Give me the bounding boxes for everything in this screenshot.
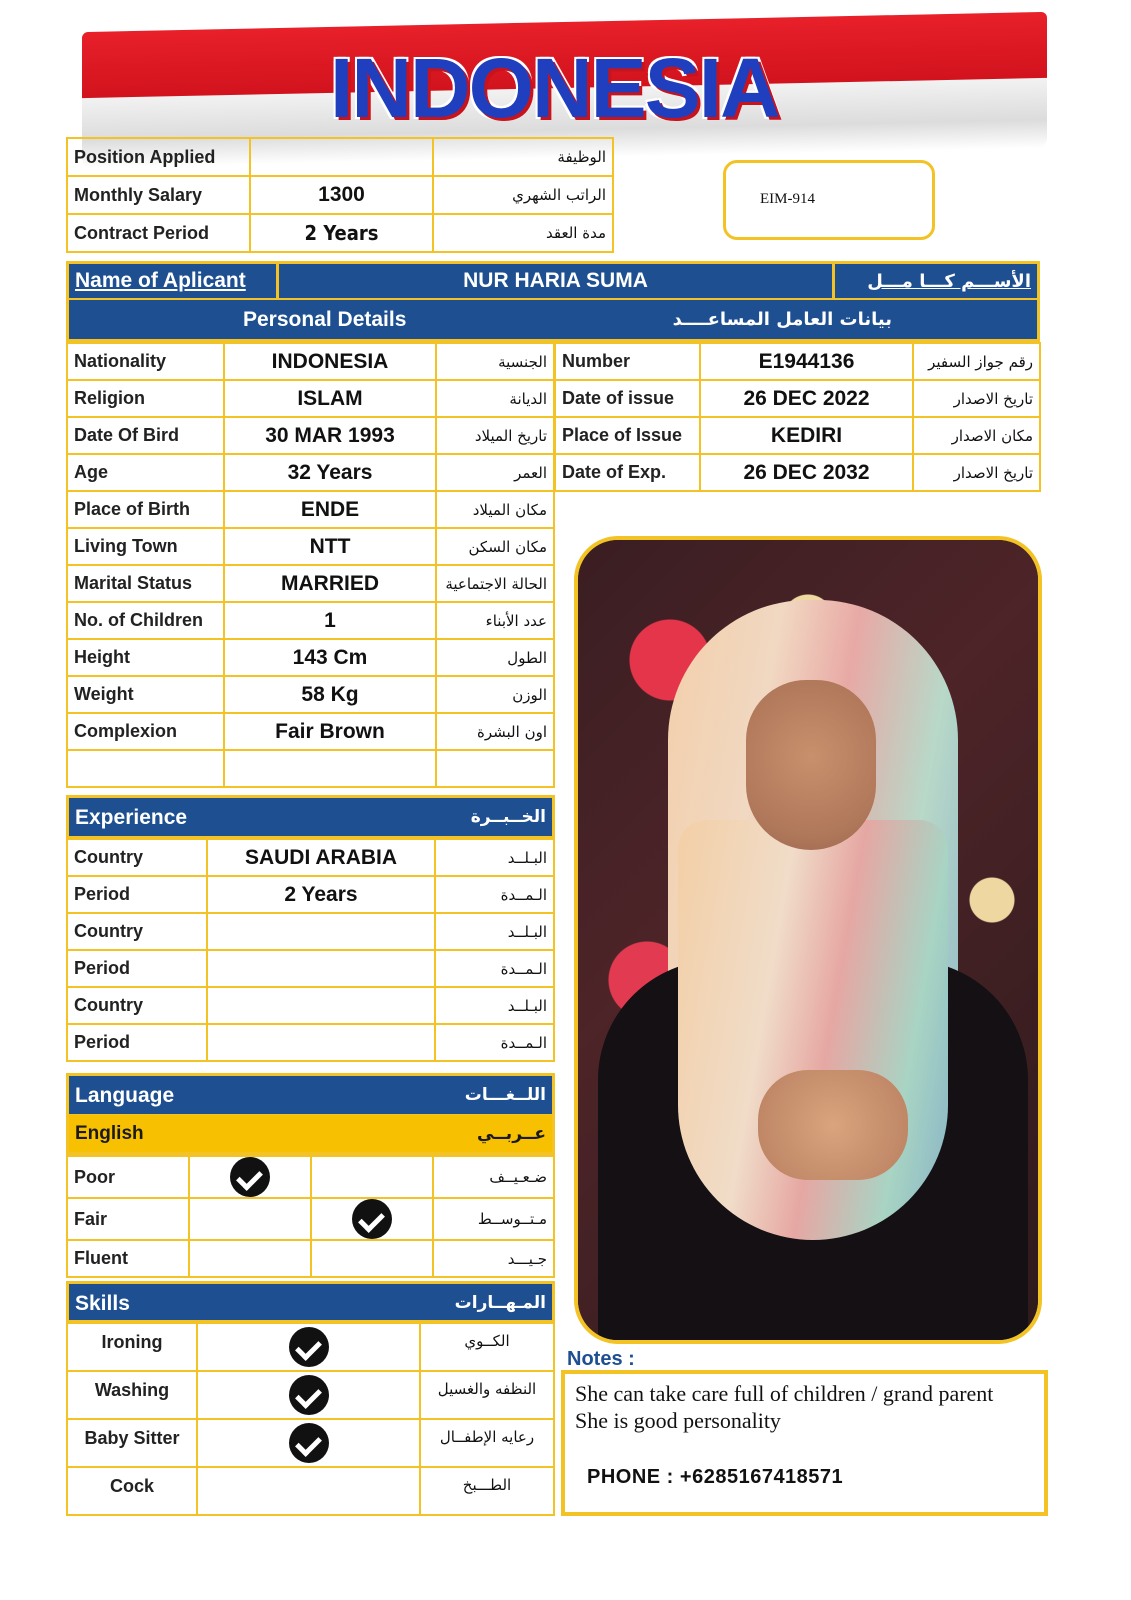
notes-line: She can take care full of children / grand parent — [575, 1381, 994, 1406]
passport-label-ar: تاريخ الاصدار — [913, 380, 1040, 417]
table-row — [67, 876, 554, 913]
language-title: Language — [75, 1084, 175, 1107]
table-row — [67, 565, 554, 602]
position-label-ar: الوظيفة — [433, 138, 613, 176]
experience-value — [207, 987, 435, 1024]
skills-table — [66, 1322, 555, 1516]
salary-value: 1300 — [250, 176, 433, 214]
table-row — [67, 750, 554, 787]
contract-label: Contract Period — [67, 214, 250, 252]
experience-value — [207, 1024, 435, 1061]
skill-label-ar: الطـــبخ — [420, 1467, 554, 1515]
salary-label-ar: الراتب الشهري — [433, 176, 613, 214]
job-info-table — [66, 137, 614, 253]
experience-value: SAUDI ARABIA — [207, 839, 435, 876]
table-row — [67, 417, 554, 454]
table-row — [67, 214, 613, 252]
skill-label-ar: النظفه والغسيل — [420, 1371, 554, 1419]
detail-value: NTT — [224, 528, 436, 565]
detail-label: Date Of Bird — [67, 417, 224, 454]
experience-label: Country — [67, 839, 207, 876]
detail-value: MARRIED — [224, 565, 436, 602]
contract-value: 2 Years — [250, 214, 433, 252]
language-arabic-label: عــربــي — [476, 1124, 546, 1144]
language-level-label-ar: ضـعـيــف — [433, 1156, 554, 1198]
experience-label: Period — [67, 950, 207, 987]
detail-label: Weight — [67, 676, 224, 713]
detail-label — [67, 750, 224, 787]
table-row — [67, 343, 554, 380]
table-row — [67, 1156, 554, 1198]
personal-details-table — [66, 342, 555, 788]
language-level-label-ar: مـتــوســط — [433, 1198, 554, 1240]
table-row — [67, 1467, 554, 1515]
table-row — [67, 913, 554, 950]
passport-details-table — [554, 342, 1041, 492]
skill-check-cell — [197, 1467, 420, 1515]
applicant-photo — [574, 536, 1042, 1344]
language-level-label: Fair — [67, 1198, 189, 1240]
experience-header — [66, 795, 555, 839]
detail-value: 32 Years — [224, 454, 436, 491]
detail-value: 30 MAR 1993 — [224, 417, 436, 454]
photo-face — [746, 680, 876, 850]
language-title-ar: اللــغـــات — [464, 1085, 546, 1105]
experience-label-ar: الـمــدة — [435, 1024, 554, 1061]
table-row — [67, 839, 554, 876]
table-row — [67, 602, 554, 639]
table-row — [67, 1323, 554, 1371]
language-english-label: English — [75, 1123, 144, 1144]
detail-label-ar: الطول — [436, 639, 554, 676]
skill-label: Ironing — [67, 1323, 197, 1371]
passport-label: Date of Exp. — [555, 454, 700, 491]
detail-label: Nationality — [67, 343, 224, 380]
experience-label-ar: الـمــدة — [435, 876, 554, 913]
checkmark-icon — [352, 1199, 392, 1239]
skills-header — [66, 1281, 555, 1323]
experience-label-ar: الـمــدة — [435, 950, 554, 987]
passport-value: 26 DEC 2032 — [700, 454, 913, 491]
detail-value: 143 Cm — [224, 639, 436, 676]
skill-check-cell — [197, 1323, 420, 1371]
passport-label-ar: رقم جواز السفير — [913, 343, 1040, 380]
passport-value: 26 DEC 2022 — [700, 380, 913, 417]
notes-title: Notes : — [567, 1348, 635, 1370]
experience-label-ar: البـلــد — [435, 839, 554, 876]
checkmark-icon — [230, 1157, 270, 1197]
detail-label: Age — [67, 454, 224, 491]
name-label-ar: الأســـم كـــا مـــل — [867, 270, 1031, 292]
skill-check-cell — [197, 1371, 420, 1419]
position-value — [250, 138, 433, 176]
reference-code: EIM-914 — [760, 191, 815, 207]
detail-label-ar: تاريخ الميلاد — [436, 417, 554, 454]
table-row — [67, 950, 554, 987]
language-subheader — [66, 1115, 555, 1155]
table-row — [67, 1024, 554, 1061]
detail-label: Marital Status — [67, 565, 224, 602]
passport-label: Place of Issue — [555, 417, 700, 454]
table-row — [67, 491, 554, 528]
language-level-label: Poor — [67, 1156, 189, 1198]
language-level-label: Fluent — [67, 1240, 189, 1277]
position-label: Position Applied — [67, 138, 250, 176]
detail-label-ar: عدد الأبناء — [436, 602, 554, 639]
detail-label: Height — [67, 639, 224, 676]
table-row — [67, 1371, 554, 1419]
detail-label-ar: الديانة — [436, 380, 554, 417]
experience-value — [207, 950, 435, 987]
table-row — [67, 528, 554, 565]
table-row — [555, 343, 1040, 380]
experience-title: Experience — [75, 806, 188, 829]
detail-label-ar: العمر — [436, 454, 554, 491]
detail-label: Place of Birth — [67, 491, 224, 528]
passport-value: KEDIRI — [700, 417, 913, 454]
table-row — [67, 639, 554, 676]
detail-label-ar: مكان الميلاد — [436, 491, 554, 528]
skill-label-ar: رعايه الإطفــال — [420, 1419, 554, 1467]
experience-label: Country — [67, 987, 207, 1024]
table-row — [67, 1198, 554, 1240]
table-row — [67, 380, 554, 417]
detail-value — [224, 750, 436, 787]
passport-label: Number — [555, 343, 700, 380]
passport-label-ar: تاريخ الاصدار — [913, 454, 1040, 491]
checkmark-icon — [289, 1375, 329, 1415]
table-row — [555, 380, 1040, 417]
applicant-name-bar — [66, 261, 1040, 301]
table-row — [67, 713, 554, 750]
experience-label: Country — [67, 913, 207, 950]
detail-value: ISLAM — [224, 380, 436, 417]
arabic-level-cell — [311, 1240, 433, 1277]
experience-value — [207, 913, 435, 950]
skill-label-ar: الكــوي — [420, 1323, 554, 1371]
table-row — [555, 417, 1040, 454]
language-level-label-ar: جـيـــد — [433, 1240, 554, 1277]
experience-label: Period — [67, 876, 207, 913]
personal-details-title: Personal Details — [243, 308, 407, 331]
experience-label-ar: البـلــد — [435, 987, 554, 1024]
table-row — [67, 1419, 554, 1467]
personal-details-header — [66, 300, 1040, 342]
skill-check-cell — [197, 1419, 420, 1467]
experience-title-ar: الخــبــرة — [470, 807, 546, 827]
experience-table — [66, 838, 555, 1062]
detail-label-ar: مكان السكن — [436, 528, 554, 565]
detail-label-ar: الجنسية — [436, 343, 554, 380]
reference-code-box — [723, 160, 935, 240]
checkmark-icon — [289, 1327, 329, 1367]
passport-value: E1944136 — [700, 343, 913, 380]
experience-label-ar: البـلــد — [435, 913, 554, 950]
table-row — [67, 138, 613, 176]
skills-title-ar: المـهــارات — [454, 1293, 546, 1313]
skill-label: Baby Sitter — [67, 1419, 197, 1467]
experience-label: Period — [67, 1024, 207, 1061]
detail-value: Fair Brown — [224, 713, 436, 750]
photo-hands — [758, 1070, 908, 1180]
notes-box — [561, 1370, 1048, 1516]
arabic-level-cell — [311, 1198, 433, 1240]
language-header — [66, 1073, 555, 1117]
detail-label-ar: الحالة الاجتماعية — [436, 565, 554, 602]
contract-label-ar: مدة العقد — [433, 214, 613, 252]
english-level-cell — [189, 1156, 311, 1198]
passport-label: Date of issue — [555, 380, 700, 417]
skills-title: Skills — [75, 1292, 130, 1315]
detail-label: Complexion — [67, 713, 224, 750]
table-row — [67, 987, 554, 1024]
detail-label-ar — [436, 750, 554, 787]
language-table — [66, 1155, 555, 1278]
personal-details-title-ar: بيانات العامل المساعــــد — [672, 309, 892, 330]
experience-value: 2 Years — [207, 876, 435, 913]
detail-label-ar: اون البشرة — [436, 713, 554, 750]
table-row — [67, 176, 613, 214]
english-level-cell — [189, 1198, 311, 1240]
detail-value: INDONESIA — [224, 343, 436, 380]
salary-label: Monthly Salary — [67, 176, 250, 214]
name-value: NUR HARIA SUMA — [279, 264, 835, 298]
banner-title: INDONESIA — [330, 41, 779, 135]
detail-value: 58 Kg — [224, 676, 436, 713]
checkmark-icon — [289, 1423, 329, 1463]
table-row — [67, 454, 554, 491]
passport-label-ar: مكان الاصدار — [913, 417, 1040, 454]
phone-number: PHONE : +6285167418571 — [587, 1466, 844, 1488]
detail-label-ar: الوزن — [436, 676, 554, 713]
notes-line: She is good personality — [575, 1408, 781, 1433]
detail-label: No. of Children — [67, 602, 224, 639]
detail-value: 1 — [224, 602, 436, 639]
arabic-level-cell — [311, 1156, 433, 1198]
detail-label: Living Town — [67, 528, 224, 565]
skill-label: Cock — [67, 1467, 197, 1515]
english-level-cell — [189, 1240, 311, 1277]
name-label: Name of Aplicant — [69, 264, 279, 298]
detail-value: ENDE — [224, 491, 436, 528]
table-row — [67, 1240, 554, 1277]
table-row — [67, 676, 554, 713]
detail-label: Religion — [67, 380, 224, 417]
skill-label: Washing — [67, 1371, 197, 1419]
table-row — [555, 454, 1040, 491]
